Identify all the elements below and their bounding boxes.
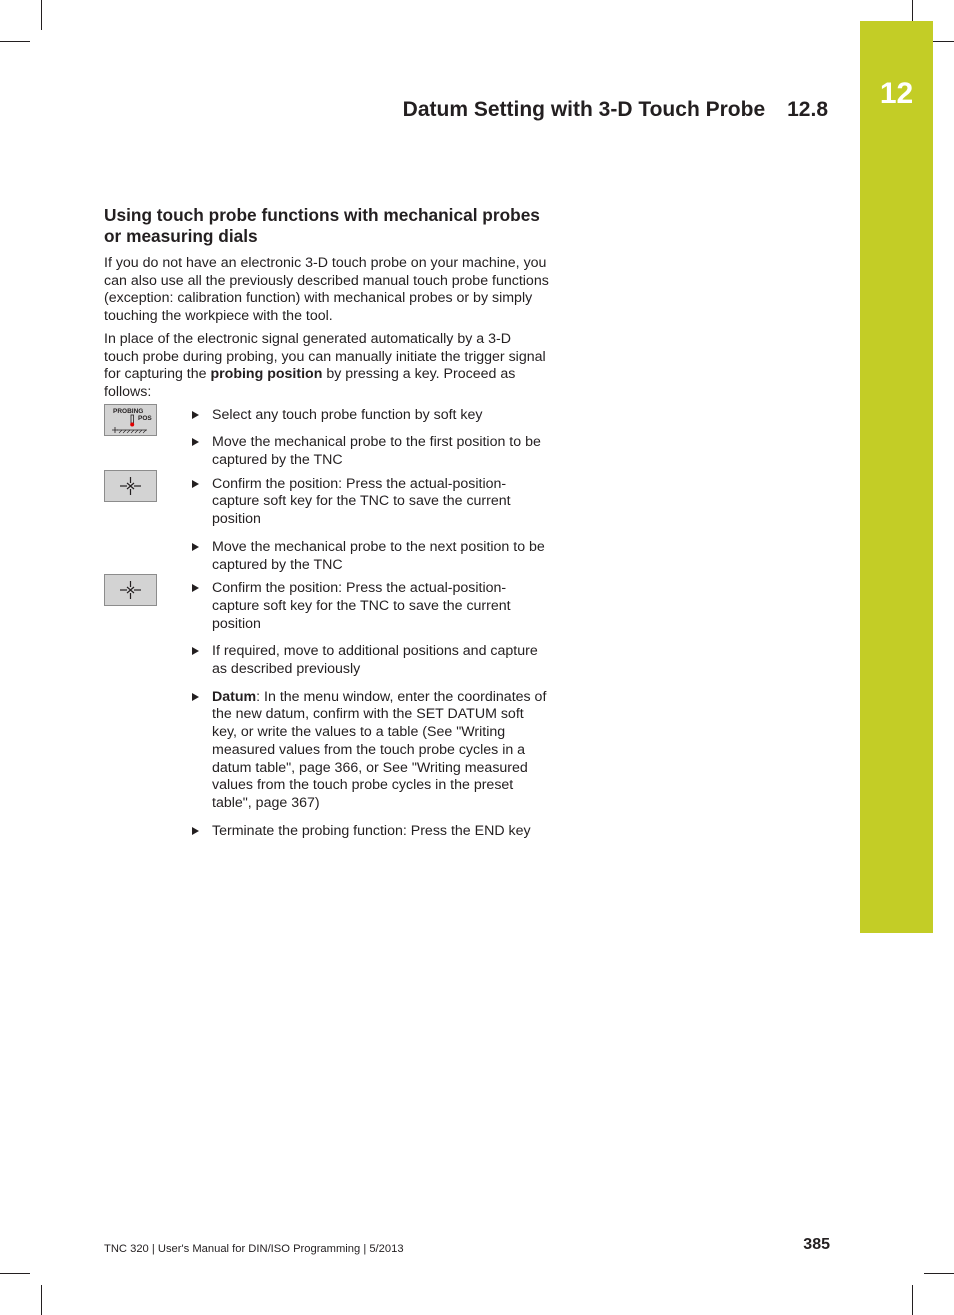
running-head-title: Datum Setting with 3-D Touch Probe (402, 98, 766, 121)
crop-mark (0, 41, 30, 42)
triangle-bullet-icon (192, 411, 199, 419)
step-item (212, 580, 552, 633)
probing-pos-softkey[interactable] (104, 404, 157, 436)
step-text: Move the mechanical probe to the next position to be captured by the TNC (212, 538, 545, 573)
softkey-label-line1: PROBING (113, 407, 144, 415)
step-item (212, 689, 552, 813)
step-item (212, 539, 552, 574)
triangle-bullet-icon (192, 647, 199, 655)
intro-paragraph: If you do not have an electronic 3-D touch probe on your machine, you can also use all the previously described manual touch probe functions (exception: calibration function) with mechanical probes or by simply touching the workpiece with the tool. (104, 255, 549, 325)
step-row-1 (104, 407, 549, 470)
step-item (212, 823, 552, 841)
main-content (104, 205, 549, 840)
step-text: : In the menu window, enter the coordinates of the new datum, confirm with the SET DATUM soft key, or write the values to a table (See "Writing measured values from the touch probe cycles in a datum table", page 366, or See "Writing measured values from the touch probe cycles in the preset table", page 367) (212, 688, 547, 811)
step-text: Confirm the position: Press the actual-position-capture soft key for the TNC to save the current position (212, 580, 511, 632)
triangle-bullet-icon (192, 584, 199, 592)
triangle-bullet-icon (192, 480, 199, 488)
step-item (212, 643, 552, 678)
triangle-bullet-icon (192, 827, 199, 835)
crosshair-icon (120, 477, 141, 495)
probing-position-term: probing position (210, 366, 323, 383)
step-item (212, 434, 552, 469)
step-text: Move the mechanical probe to the first position to be captured by the TNC (212, 434, 541, 469)
datum-term: Datum (212, 688, 257, 705)
crop-mark (924, 1273, 954, 1274)
crop-mark (912, 1285, 913, 1315)
step-item (212, 476, 552, 529)
crop-mark (41, 1285, 42, 1315)
running-head-section: 12.8 (787, 98, 828, 121)
section-heading: Using touch probe functions with mechanical probes or measuring dials (104, 205, 540, 246)
running-head (360, 98, 828, 122)
chapter-tab (860, 21, 933, 933)
workpiece-hatch-icon (119, 430, 146, 433)
instruction-paragraph (104, 331, 549, 402)
step-item (212, 407, 552, 425)
datum-cross-icon (112, 427, 118, 433)
softkey-label-line2: POS (138, 414, 152, 422)
step-text: Confirm the position: Press the actual-position-capture soft key for the TNC to save the current position (212, 475, 511, 528)
triangle-bullet-icon (192, 438, 199, 446)
actual-position-capture-softkey[interactable] (104, 470, 157, 502)
crop-mark (41, 0, 42, 30)
step-text: Select any touch probe function by soft key (212, 406, 483, 423)
footer-text: TNC 320 | User's Manual for DIN/ISO Programming | 5/2013 (104, 1243, 404, 1255)
step-row-2 (104, 476, 549, 575)
instruction-text-b: by pressing a key. Proceed as follows: (104, 366, 516, 400)
step-text: If required, move to additional positions and capture as described previously (212, 643, 538, 678)
crop-mark (0, 1273, 30, 1274)
probe-tip-icon (130, 422, 134, 426)
instruction-text-a: In place of the electronic signal generated automatically by a 3-D touch probe during probing, you can manually initiate the trigger signal for capturing the (104, 330, 546, 383)
chapter-number: 12 (879, 77, 914, 110)
triangle-bullet-icon (192, 693, 199, 701)
triangle-bullet-icon (192, 543, 199, 551)
actual-position-capture-softkey[interactable] (104, 574, 157, 606)
probe-stylus-icon (131, 415, 134, 423)
page-number: 385 (803, 1236, 830, 1253)
crosshair-icon (120, 581, 141, 599)
step-row-3 (104, 580, 549, 840)
step-text: Terminate the probing function: Press the END key (212, 822, 531, 839)
